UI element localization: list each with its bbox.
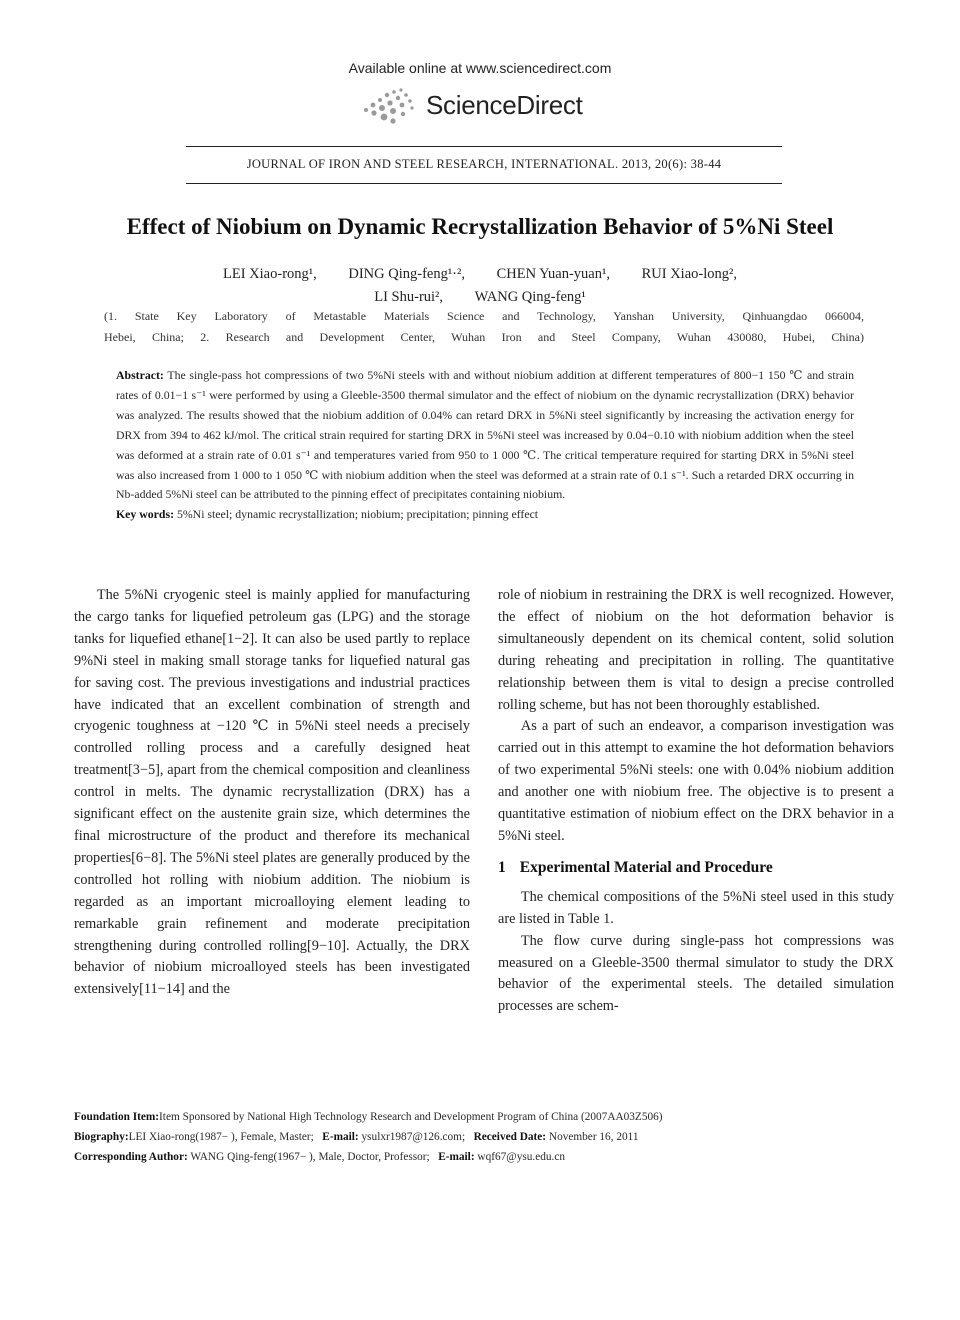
foundation-text: Item Sponsored by National High Technology Research and Development Program of China (2007AA03Z506): [159, 1111, 663, 1123]
received-date: November 16, 2011: [548, 1131, 639, 1143]
header-rule-top: [186, 146, 782, 147]
keywords-label: Key words:: [116, 507, 174, 522]
keywords: [116, 505, 854, 525]
author: LEI Xiao-rong¹,: [223, 266, 317, 282]
author-line-1: [0, 266, 960, 283]
abstract-text: The single-pass hot compressions of two 5%Ni steels with and without niobium addition at different temperatures of 800−1 150 ℃ and strain rates of 0.01−1 s⁻¹ were performed by using a Gleeble-3500 thermal simulator and the effect of niobium on the dynamic recrystallization (DRX) behavior was analyzed. The results showed that the niobium addition of 0.04% can retard DRX in 5%Ni steel significantly by increasing the activation energy for DRX from 394 to 462 kJ/mol. The critical strain required for starting DRX in 5%Ni steel was increased by 0.04−0.10 with niobium addition when the steel was deformed at a strain rate of 0.01 s⁻¹ and temperatures varied from 950 to 1 000 ℃. The critical temperature required for starting DRX in 5%Ni steel was also increased from 1 000 to 1 050 ℃ with niobium addition when the steel was deformed at a strain rate of 0.1 s⁻¹. Such a retarded DRX occurring in Nb-added 5%Ni steel can be attributed to the pinning effect of precipitates containing niobium.: [116, 368, 854, 502]
keywords-text: 5%Ni steel; dynamic recrystallization; niobium; precipitation; pinning effect: [176, 507, 539, 522]
section-heading: [498, 857, 894, 879]
abstract: [116, 366, 854, 525]
body-paragraph: role of niobium in restraining the DRX is well recognized. However, the effect of niobium on the hot deformation behavior is simultaneously dependent on its chemical content, solid solution during reheating and precipitation in rolling. The quantitative relationship between them is vital to design a precise controlled rolling scheme, but has not been thoroughly established.: [498, 587, 894, 713]
corresponding-label: Corresponding Author:: [74, 1151, 188, 1163]
sciencedirect-dots-icon: [360, 86, 422, 126]
available-online-line: Available online at www.sciencedirect.com: [348, 60, 612, 76]
abstract-label: Abstract:: [116, 368, 164, 382]
biography-text: LEI Xiao-rong(1987− ), Female, Master;: [128, 1131, 314, 1143]
author: WANG Qing-feng¹: [474, 289, 586, 305]
sciencedirect-logo: [360, 84, 640, 128]
body-paragraph: The chemical compositions of the 5%Ni steel used in this study are listed in Table 1.: [498, 888, 894, 927]
body-paragraph: As a part of such an endeavor, a comparison investigation was carried out in this attempt to examine the hot deformation behaviors of two experimental 5%Ni steels: one with 0.04% niobium addition and another one with niobium free. The objective is to present a quantitative estimation of niobium effect on the DRX behavior in a 5%Ni steel.: [498, 718, 894, 844]
email-text: ysulxr1987@126.com;: [361, 1131, 466, 1143]
body-left-column: [74, 585, 470, 1001]
corresponding-text: WANG Qing-feng(1967− ), Male, Doctor, Professor;: [190, 1151, 430, 1163]
footnote-biography: [74, 1128, 894, 1147]
email-label: E-mail:: [322, 1131, 359, 1143]
journal-citation: JOURNAL OF IRON AND STEEL RESEARCH, INTERNATIONAL. 2013, 20(6): 38-44: [246, 157, 722, 171]
author: DING Qing-feng¹·²,: [348, 266, 465, 282]
header-rule-bottom: [186, 183, 782, 184]
author: RUI Xiao-long²,: [641, 266, 737, 282]
footnote-foundation: [74, 1108, 894, 1127]
section-number: 1: [498, 858, 506, 876]
corresponding-email-label: E-mail:: [438, 1151, 475, 1163]
affiliation-line-2: Hebei, China; 2. Research and Development Center, Wuhan Iron and Steel Company, Wuhan 430080, Hubei, China): [104, 330, 864, 344]
author-line-2: [0, 289, 960, 306]
body-right-column: [498, 585, 894, 1018]
biography-label: Biography:: [74, 1131, 129, 1143]
sciencedirect-wordmark: ScienceDirect: [426, 90, 583, 120]
author: CHEN Yuan-yuan¹,: [496, 266, 610, 282]
section-title: Experimental Material and Procedure: [519, 858, 773, 876]
paper-title: Effect of Niobium on Dynamic Recrystallization Behavior of 5%Ni Steel: [126, 214, 834, 239]
body-paragraph: The 5%Ni cryogenic steel is mainly applied for manufacturing the cargo tanks for liquefied petroleum gas (LPG) and the storage tanks for liquefied ethane[1−2]. It can also be used partly to replace 9%Ni steel in making small storage tanks for liquefied natural gas for saving cost. The previous investigations and industrial practices have indicated that an excellent combination of strength and cryogenic toughness at −120 ℃ in 5%Ni steel needs a precisely controlled rolling process and a carefully designed heat treatment[3−5], apart from the chemical composition and cleanliness control in melts. The dynamic recrystallization (DRX) has a significant effect on the austenite grain size, which determines the final microstructure of the product and therefore its mechanical properties[6−8]. The 5%Ni steel plates are generally produced by the controlled hot rolling with niobium addition. The niobium is regarded as an important microalloying element leading to remarkable grain refinement and moderate precipitation strengthening during controlled rolling[9−10]. Actually, the DRX behavior of niobium microalloyed steels has been investigated extensively[11−14] and the: [74, 587, 470, 998]
body-paragraph: The flow curve during single-pass hot compressions was measured on a Gleeble-3500 thermal simulator to study the DRX behavior of the experimental steels. The detailed simulation processes are schem-: [498, 932, 894, 1015]
foundation-label: Foundation Item:: [74, 1111, 160, 1123]
corresponding-email: wqf67@ysu.edu.cn: [477, 1151, 566, 1163]
received-label: Received Date:: [473, 1131, 547, 1143]
affiliation-line-1: (1. State Key Laboratory of Metastable Materials Science and Technology, Yanshan University, Qinhuangdao 066004,: [104, 309, 864, 323]
footnote-corresponding: [74, 1148, 894, 1167]
author: LI Shu-rui²,: [374, 289, 444, 305]
